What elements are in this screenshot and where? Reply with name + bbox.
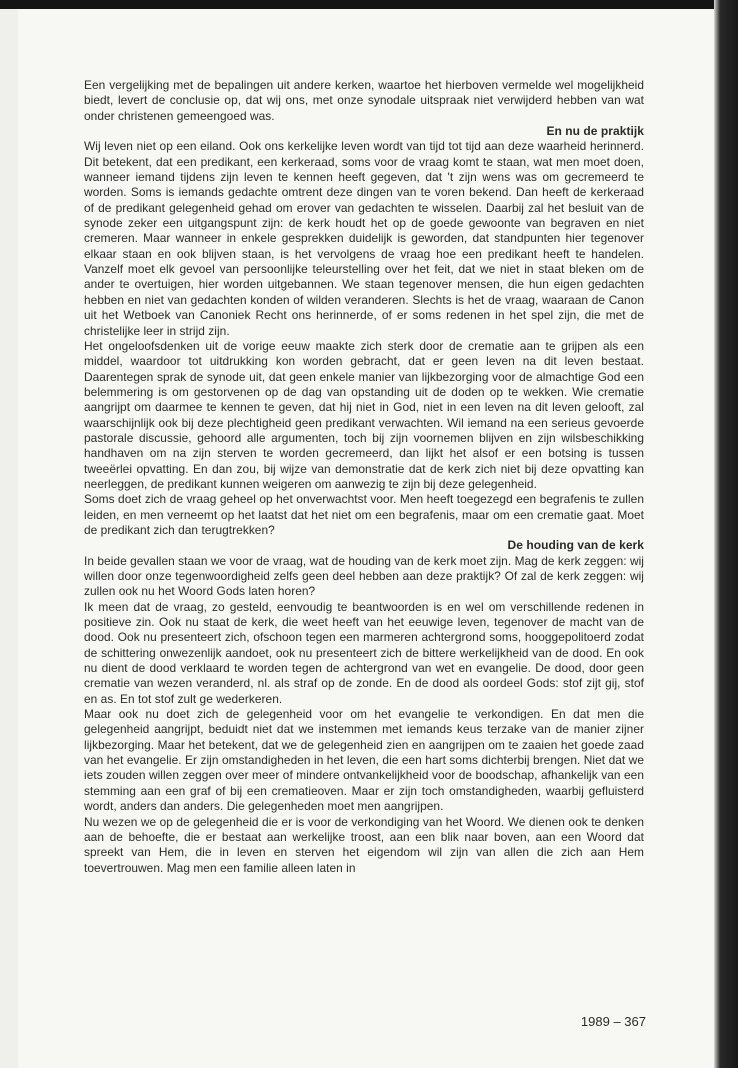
section-heading: En nu de praktijk xyxy=(546,124,644,139)
paragraph: Maar ook nu doet zich de gelegenheid voor om het evangelie te verkondigen. En dat men die gelegenheid aangrijpt, beduidt niet dat we instemmen met iemands keus terzake van de manier zijner lijkbezorging. Maar het betekent, dat we de gelegenheid zien en aangrijpen om te zaaien het goede zaad van het evangelie. Er zijn omstandigheden in het leven, die een hart soms dichterbij brengen. Niet dat we iets zouden willen zeggen over meer of mindere ontvankelijkheid voor de boodschap, afhankelijk van een stemming aan een graf of bij een crematieoven. Maar er zijn toch omstandigheden, waarbij gefluisterd wordt, anders dan anders. Die gelegenheden moet men aangrijpen. xyxy=(84,707,644,814)
paragraph: Wij leven niet op een eiland. Ook ons kerkelijke leven wordt van tijd tot tijd aan deze waarheid herinnerd. Dit betekent, dat een predikant, een kerkeraad, soms voor de vraag komt te staan, wat men moet doen, wanneer iemand tijdens zijn leven te kennen heeft gegeven, dat 't zijn wens was om gecremeerd te worden. Soms is iemands gedachte omtrent deze dingen van te voren bekend. Dan heeft de kerkeraad of de predikant gelegenheid gehad om erover van gedachten te wisselen. Daarbij zal het besluit van de synode zeker een uitgangspunt zijn: de kerk houdt het op de goede gewoonte van begraven en niet cremeren. Maar wanneer in enkele gesprekken duidelijk is geworden, dat standpunten hier tegenover elkaar staan en ook blijven staan, is het vervolgens de vraag hoe een predikant heeft te handelen. Vanzelf moet elk gevoel van persoonlijke teleurstelling over het feit, dat we niet in staat bleken om de ander te overtuigen, hier worden uitgebannen. We staan tegenover mensen, die hun eigen gedachten hebben en niet van gedachten konden of wilden veranderen. Slechts is het de vraag, waaraan de Canon uit het Wetboek van Canoniek Recht ons herinnerde, of er soms redenen in het spel zijn, die met de christelijke leer in strijd zijn. xyxy=(84,139,644,338)
paragraph: Het ongeloofsdenken uit de vorige eeuw maakte zich sterk door de crematie aan te grijpen als een middel, waardoor tot uitdrukking kon worden gebracht, dat er geen leven na dit leven bestaat. Daarentegen sprak de synode uit, dat geen enkele manier van lijkbezorging voor de almachtige God een belemmering is om gestorvenen op de dag van opstanding uit de doden op te wekken. Wie crematie aangrijpt om daarmee te kennen te geven, dat hij niet in God, niet in een leven na dit leven gelooft, zal waarschijnlijk ook bij deze plechtigheid geen predikant verwachten. Wil iemand na een serieus gevoerde pastorale discussie, gehoord alle argumenten, toch bij zijn voornemen blijven en zijn wilsbeschikking handhaven om na zijn sterven te worden gecremeerd, dan lijkt het alsof er een botsing is tussen tweeërlei opvatting. En dan zou, bij wijze van demonstratie dat de kerk zich niet bij deze opvatting kan neerleggen, de predikant kunnen weigeren om aanwezig te zijn bij deze gelegenheid. xyxy=(84,338,644,491)
paragraph: In beide gevallen staan we voor de vraag, wat de houding van de kerk moet zijn. Mag de kerk zeggen: wij willen door onze tegenwoordigheid zelfs geen deel hebben aan deze praktijk? Of zal de kerk zeggen: wij zullen ook nu het Woord Gods laten horen? xyxy=(84,553,644,599)
paragraph: Nu wezen we op de gelegenheid die er is voor de verkondiging van het Woord. We dienen ook te denken aan de behoefte, die er bestaat aan werkelijke troost, aan een blik naar boven, aan een Woord dat spreekt van Hem, die in leven en sterven het eigendom wil zijn van allen die zich aan Hem toevertrouwen. Mag men een familie alleen laten in xyxy=(84,814,644,875)
page-number: 1989 – 367 xyxy=(580,1014,646,1029)
article-body xyxy=(84,78,644,876)
paragraph: Soms doet zich de vraag geheel op het onverwachtst voor. Men heeft toegezegd een begrafenis te zullen leiden, en men verneemt op het laatst dat het niet om een begrafenis, maar om een crematie gaat. Moet de predikant zich dan terugtrekken? xyxy=(84,492,644,537)
paragraph: Ik meen dat de vraag, zo gesteld, eenvoudig te beantwoorden is en wel om verschillende redenen in positieve zin. Ook nu staat de kerk, die weet heeft van het eeuwige leven, tegenover de macht van de dood. Ook nu presenteert zich, ofschoon tegen een marmeren achtergrond soms, hooggepolitoerd zodat de schittering onwezenlijk aandoet, ook nu presenteert zich de bittere werkelijkheid van de dood. En ook nu dient de dood verklaard te worden tegen de achtergrond van wet en evangelie. De dood, door geen crematie van wezen veranderd, nl. als straf op de zonde. En de dood als oordeel Gods: stof zijt gij, stof en as. En tot stof zult ge wederkeren. xyxy=(84,599,644,706)
section-heading: De houding van de kerk xyxy=(507,538,644,553)
scan-right-edge xyxy=(714,0,738,1068)
paragraph: Een vergelijking met de bepalingen uit andere kerken, waartoe het hierboven vermelde wel mogelijkheid biedt, levert de conclusie op, dat wij ons, met onze synodale uitspraak niet verwijderd hebben van wat onder christenen gemeengoed was. xyxy=(84,78,644,123)
scan-top-edge xyxy=(0,0,738,9)
